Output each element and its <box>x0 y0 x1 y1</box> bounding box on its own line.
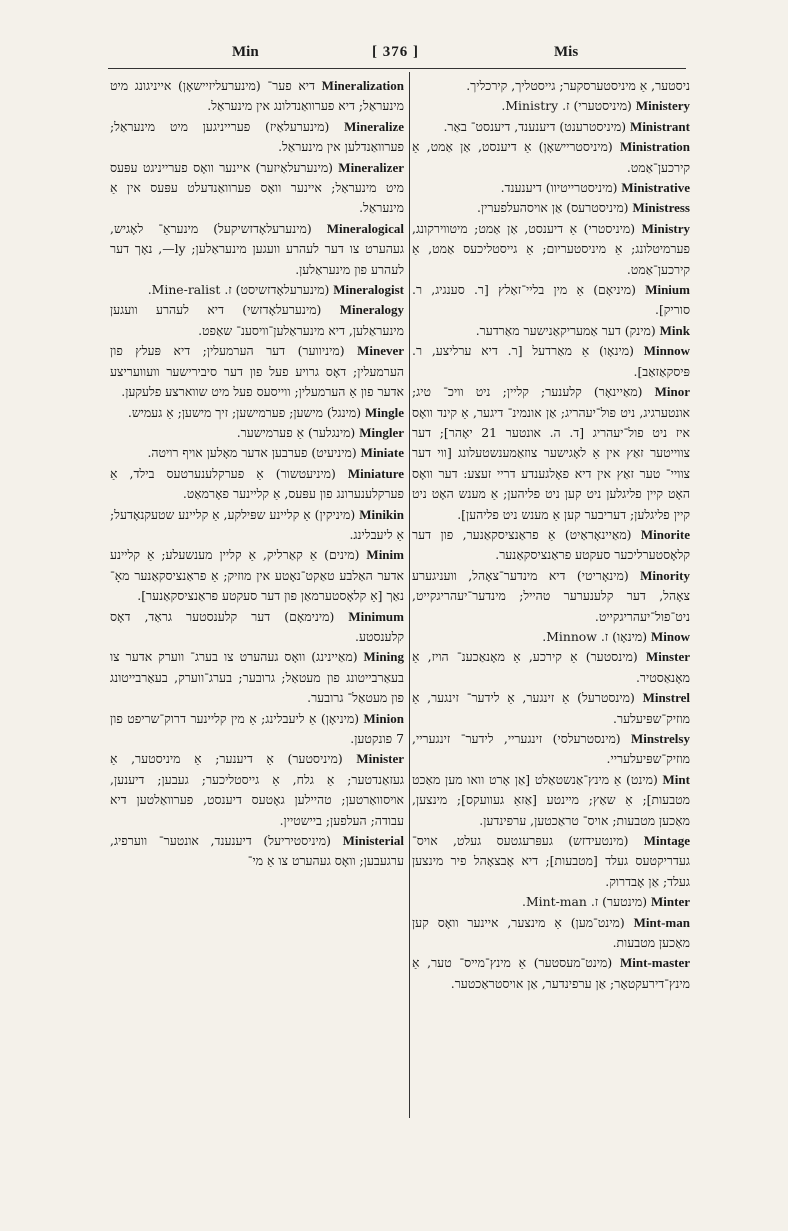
entry-headword: Minstrel <box>642 690 690 706</box>
dictionary-entry <box>412 913 690 954</box>
entry-headword: Minever <box>357 343 404 359</box>
dictionary-entry <box>412 566 690 627</box>
entry-definition: (מאַיינאָר) קלענער; קליין; ניט וויכ־ טיג; אונטערגיג, ניט פול־יעהריג; אַן אונמינ־ דיגער, אַ קינד וואָס איז ניט פול־יעהריג [ד. ה. אונטער 21 יאָהר]; דער צווייטער זאַץ אין אַ לאָגישער צוזאַמענשטעלונג [ווי דער צוויי־ טער זאַץ אין דיא פאָלגענדע דריי זעצע: דער וואָס האָט קיין פליגלען ניט קען ניט פליהען; אַ מענש האָט ניט קיין פליגלען; דעריבער קען אַ מענש ניט פליהען]. <box>412 384 690 522</box>
entry-definition: (מינערעלאַיזער) איינער וואָס פערייניגט עפּעס מיט מינעראַל; איינער וואָס פערוואַנדעלט עפּעס אין אַ מינעראַל. <box>110 159 404 216</box>
entry-definition: (מינט) אַ מינץ־אַנשטאַלט [אַן אָרט וואו מען מאַכט מטבעות]; אַ שאַץ; מיינטע [אַזאַ געוועקס]; מינצען, מאַכען מטבעות; אויס־ טראַכטען, ערפינדען. <box>412 771 690 828</box>
dictionary-entry <box>110 158 404 219</box>
entry-definition: (מינסטרעל) אַ זינגער, אַ לידער־ זינגער, אַ מוזיק־שפּיעלער. <box>412 690 690 726</box>
entry-definition: (מיניסטריישאָן) אַ דיענסט, אַן אַמט, אַ קירכען־אַמט. <box>412 139 690 175</box>
dictionary-entry <box>412 627 690 647</box>
entry-definition: (מיניקין) אַ קליינע שפּילקע, אַ קליינע שטעקנאָדעל; אַ ליעבלינג. <box>110 506 404 542</box>
entry-headword: Minister <box>356 751 404 767</box>
entry-definition: (מיניסטער) אַ דיענער; אַ מיניסטער, אַ געזאַנדטער; אַ גלח, אַ גייסטליכער; געבען; דיענען, אויסוואַרטען; טהיילען גאָטעס דיענסט, פערוואַלטען דיא עבודה; העלפען; ביישטיין. <box>110 751 404 828</box>
entry-headword: Miniature <box>347 465 404 481</box>
entry-definition: דיא פער־ (מינערעליזיישאָן) אייניגונג מיט מינעראַל; דיא פערוואַנדלונג אין מינעראַל. <box>110 78 404 114</box>
dictionary-entry <box>110 423 404 443</box>
dictionary-entry <box>110 219 404 280</box>
dictionary-entry <box>412 770 690 831</box>
entry-definition: (מינסטער) אַ קירכע, אַ מאָנאַכענ־ הויז, אַ מאָנאַסטיר. <box>412 649 690 685</box>
dictionary-entry <box>110 464 404 505</box>
header-rule <box>108 68 686 69</box>
entry-definition: (מיניאָן) אַ ליעבלינג; אַ מין קליינער דרוק־שריפט פון 7 פונקטען. <box>110 710 404 746</box>
entry-definition: (מינימאָם) דער קלענסטער גראַד, דאָס קלענסטע. <box>110 608 404 644</box>
entry-headword: Minster <box>645 649 690 665</box>
entry-definition: (מיניסטרי) אַ דיענסט, אַן אַמט; מיטווירקונג, פערמיטלונג; אַ מיניסטעריום; אַ גייסטליכעס אַמט, אַ קירכען־אַמט. <box>412 220 690 277</box>
entry-definition: (מינים) אַ קאַרליק, אַ קליין מענשעלע; אַ קליינע אדער האַלבע טאַקט־נאָטע אין מוזיק; אַ פראַנציסקאַנער מאָ־ נאַך [אַ קלאָסטערמאַן פון דער סעקטע פראַנציסקאַנער]. <box>110 547 404 604</box>
entry-headword: Minority <box>640 567 690 583</box>
dictionary-entry <box>412 382 690 525</box>
dictionary-entry <box>412 321 690 341</box>
dictionary-entry <box>110 341 404 402</box>
entry-headword: Miniate <box>360 445 404 461</box>
running-head-left: Min <box>232 44 259 60</box>
entry-definition: (מיניסטרענט) דיענענד, דיענסט־ באַר. <box>443 118 627 134</box>
entry-definition: (מינסטרעלסי) זינגעריי, לידער־ זינגעריי, מוזיק־שפּיעלעריי. <box>412 731 690 767</box>
entry-definition: (מיניסטערי) ז. Ministry. <box>501 98 632 114</box>
dictionary-entry <box>110 443 404 463</box>
column-divider <box>409 72 410 1118</box>
entry-headword: Mingler <box>359 424 404 440</box>
entry-definition: (מינערעלאָדזשיקעל) מינעראַ־ לאָגיש, געהערט צו דער לעהרע וועגען מינעראַלען; ly—, נאָך דער לעהרע פון מינעראַלען. <box>110 220 404 277</box>
page-number: [ 376 ] <box>372 44 419 60</box>
entry-headword: Mineralogical <box>326 220 404 236</box>
entry-headword: Mingle <box>365 404 404 420</box>
entry-definition: (מיניסטרייטיוו) דיענענד. <box>500 180 618 196</box>
entry-definition: (מיניסטיריעל) דיענענד, אונטער־ ווערפיג, ערגעבען; וואָס געהערט צו אַ מי־ <box>110 833 404 869</box>
dictionary-entry <box>412 219 690 280</box>
entry-definition: (מינגלער) אַ פערמישער. <box>236 424 356 440</box>
dictionary-entry <box>110 709 404 750</box>
entry-headword: Mink <box>659 322 690 338</box>
dictionary-entry <box>110 607 404 648</box>
entry-headword: Mineralogist <box>333 282 404 298</box>
entry-headword: Ministry <box>641 220 690 236</box>
entry-headword: Minium <box>645 282 690 298</box>
entry-definition: ניסטער, אַ מיניסטערסקער; גייסטליך, קירכליך. <box>466 78 690 93</box>
dictionary-entry <box>412 953 690 994</box>
entry-definition: (מינט־מען) אַ מינצער, איינער וואָס קען מאַכען מטבעות. <box>412 914 690 951</box>
entry-definition: (מינאָריטי) דיא מינדער־צאָהל, וועניגערע צאָהל, דער קלענערער טהייל; מינדער־יעהריגקייט, ניט־פול־יעהריגקייט. <box>412 567 690 624</box>
running-head-right: Mis <box>554 44 579 60</box>
entry-headword: Minow <box>651 628 690 644</box>
right-column <box>412 76 690 1126</box>
entry-definition: (מיניווער) דער הערמעלין; דיא פּעלץ פון הערמעלין; דאָס גרויע פעל פון דער סיבירישער וועוועריצע אדער פון אַ הערמעלין; ווייסעס פעל מיט שווארצע פלעקען. <box>110 343 404 400</box>
entry-definition: (מינאָו) אַ מאַרדעל [ר. דיא ערליצע, ר. פּיסקאַזאַב]. <box>412 343 690 379</box>
entry-definition: (מינאָו) ז. Minnow. <box>542 628 648 644</box>
entry-headword: Minion <box>363 710 404 726</box>
dictionary-entry <box>412 688 690 729</box>
entry-headword: Mineralization <box>321 78 404 93</box>
dictionary-entry <box>412 198 690 218</box>
dictionary-entry <box>110 505 404 546</box>
entry-headword: Minim <box>366 547 404 563</box>
entry-headword: Minimum <box>348 608 404 624</box>
dictionary-entry <box>412 96 690 116</box>
entry-headword: Ministration <box>619 139 690 155</box>
dictionary-entry <box>412 525 690 566</box>
entry-definition: (מינק) דער אַמעריקאַנישער מאַרדער. <box>475 322 656 338</box>
entry-definition: (מינטעידזש) געפּרעגטעס געלט, אויס־ געדריקטעס געלד [מטבעות]; דיא אָבצאָהל פיר מינצען געלד; אַן אָבדרוק. <box>412 833 690 889</box>
dictionary-entry <box>110 749 404 831</box>
dictionary-entry <box>412 341 690 382</box>
left-column <box>110 76 404 1126</box>
entry-definition: (מיניעיט) פערבען אדער מאָלען אויף רויטה. <box>147 445 357 461</box>
dictionary-entry <box>412 178 690 198</box>
dictionary-entry <box>412 117 690 137</box>
entry-headword: Minor <box>654 384 690 400</box>
entry-headword: Minikin <box>359 506 404 522</box>
dictionary-entry <box>110 117 404 158</box>
entry-headword: Mining <box>363 649 404 665</box>
entry-definition: (מיניעטשור) אַ פערקלענערטעס בילד, אַ פערקלענערונג פון עפּעס, אַ קליינער פאָרמאַט. <box>110 465 404 502</box>
dictionary-entry <box>412 729 690 770</box>
entry-headword: Ministerial <box>342 833 404 849</box>
entry-headword: Ministery <box>635 98 690 114</box>
entry-headword: Mint-master <box>619 955 690 971</box>
page-header <box>108 44 688 66</box>
entry-headword: Ministrative <box>621 180 690 196</box>
dictionary-entry <box>412 137 690 178</box>
entry-definition: (מאַיינאָראַיט) אַ פראַנציסקאַנער, פון דער קלאָסטערליכער סעקטע פראַנציסקאַנער. <box>412 526 690 563</box>
entry-headword: Mintage <box>643 833 690 849</box>
dictionary-entry <box>412 892 690 912</box>
entry-definition: (מינערעלאָדזשיסט) ז. Mine-ralist. <box>147 282 330 298</box>
entry-headword: Mineralizer <box>338 159 404 175</box>
entry-headword: Ministress <box>632 200 690 216</box>
entry-definition: (מיניאָם) אַ מין בליי־זאַלץ [ר. סענגיג, ר. סוריק]. <box>412 282 690 318</box>
dictionary-entry <box>110 403 404 423</box>
dictionary-entry <box>412 280 690 321</box>
dictionary-entry <box>110 831 404 872</box>
entry-headword: Mineralogy <box>339 302 404 318</box>
dictionary-entry <box>110 545 404 606</box>
dictionary-entry <box>412 76 690 96</box>
entry-headword: Mint-man <box>633 914 690 930</box>
entry-headword: Minstrelsy <box>631 731 690 746</box>
dictionary-entry <box>110 647 404 708</box>
entry-definition: (מינט־מעסטער) אַ מינץ־מייס־ טער, אַ מינץ־דירעקטאָר; אַן ערפינדער, אַן אויסטראַכטער. <box>412 955 690 991</box>
entry-definition: (מינטער) ז. Mint-man. <box>522 894 648 910</box>
dictionary-entry <box>110 300 404 341</box>
dictionary-entry <box>110 280 404 300</box>
entry-definition: (מינערעלאָדזשי) דיא לעהרע וועגען מינעראַלען, דיא מינעראַלען־וויסענ־ שאַפט. <box>110 302 404 338</box>
entry-definition: (מאַיינינג) וואָס געהערט צו בערג־ ווערק אדער צו בעאַרבייטונג פון מעטאַל; גרובער; בערג־ווערק, בעאַרבייטונג פון מעטאַל־ גרובער. <box>110 649 404 706</box>
dictionary-entry <box>412 647 690 688</box>
entry-headword: Minnow <box>643 343 690 359</box>
entry-definition: (מינגל) מישען; פערמישען; זיך מישען; אַ געמיש. <box>127 404 362 420</box>
entry-headword: Mineralize <box>344 118 404 134</box>
entry-headword: Ministrant <box>630 118 690 134</box>
entry-headword: Mint <box>662 771 690 787</box>
dictionary-entry <box>412 831 690 892</box>
entry-headword: Minorite <box>640 526 690 542</box>
dictionary-entry <box>110 76 404 117</box>
entry-headword: Minter <box>651 894 690 910</box>
entry-definition: (מיניסטרעס) אַן אויסהעלפערין. <box>477 200 629 216</box>
entry-definition: (מינערעלאַיז) פערייניגען מיט מינעראַל; פערוואַנדלען אין מינעראַל. <box>110 118 404 155</box>
